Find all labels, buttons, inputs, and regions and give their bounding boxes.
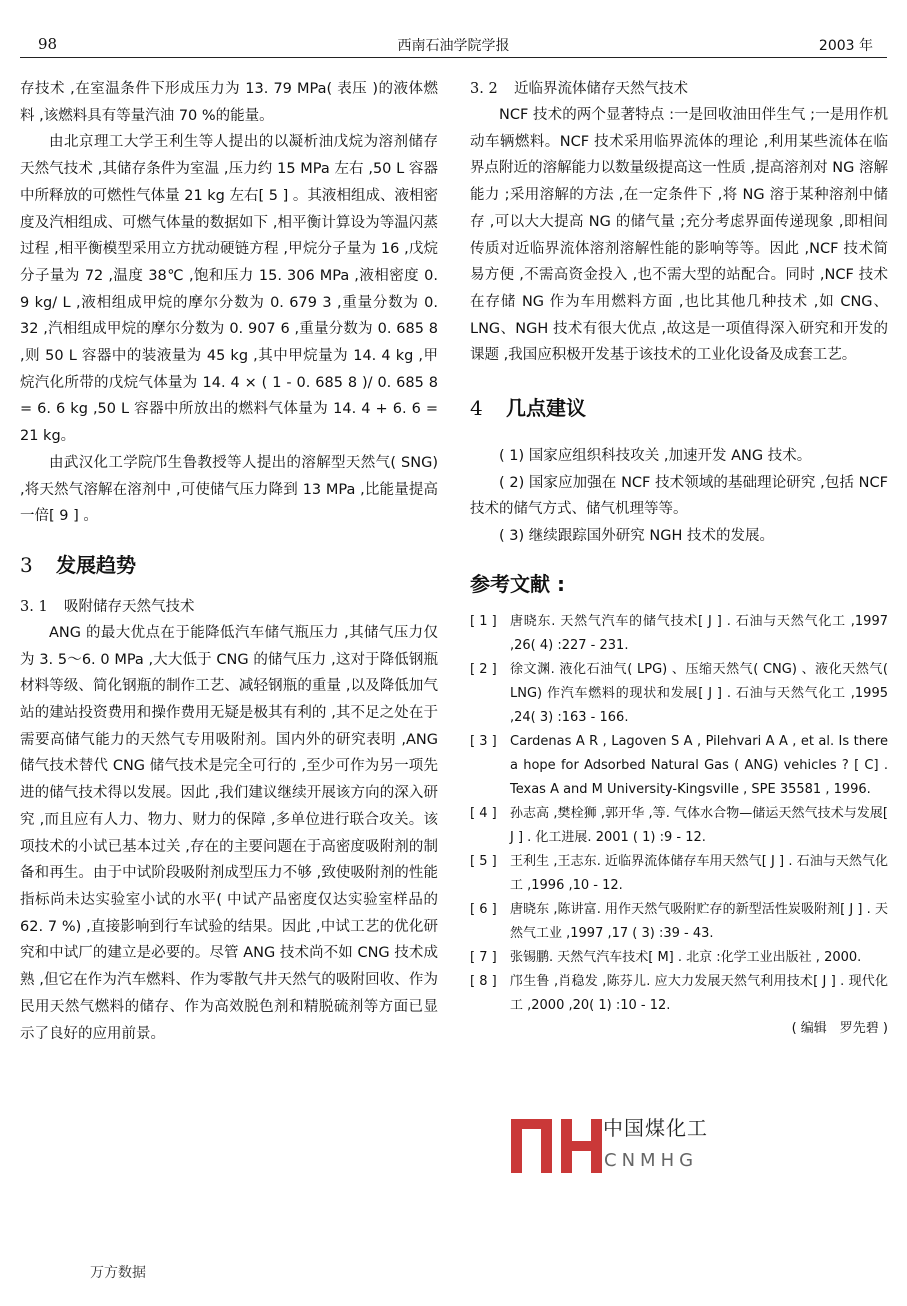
suggestion-2: ( 2) 国家应加强在 NCF 技术领域的基础理论研究 ,包括 NCF 技术的储气方式、储气机理等等。 xyxy=(470,474,888,518)
paragraph: 存技术 ,在室温条件下形成压力为 13. 79 MPa( 表压 )的液体燃料 ,该燃料具有等量汽油 70 %的能量。 xyxy=(20,81,438,124)
subsection-title: 吸附储存天然气技术 xyxy=(64,598,195,615)
reference-text: 唐晓东 ,陈讲富. 用作天然气吸附贮存的新型活性炭吸附剂[ J ] . 天然气工业 ,1997 ,17 ( 3) :39 - 43. xyxy=(510,901,888,941)
section-number: 4 xyxy=(470,396,483,421)
running-header xyxy=(20,33,887,58)
paragraph: NCF 技术的两个显著特点 :一是回收油田伴生气 ;一是用作机动车辆燃料。NCF 技术采用临界流体的理论 ,利用某些流体在临界点附近的溶解能力以数量级提高这一性质 ,提高溶剂对 NG 溶解能力 ;采用溶解的方法 ,在一定条件下 ,将 NG 溶于某种溶剂中储存 ,可以大大提高 NG 的储气量 ;充分考虑界面传递现象 ,即相间传质对近临界流体溶剂溶解性能的影响等等。因此 ,NCF 技术简易方便 ,不需高资金投入 ,也不需大型的站配合。同时 ,NCF 技术在存储 NG 作为车用燃料方面 ,也比其他几种技术 ,如 CNG、LNG、NGH 技术有很大优点 ,故这是一项值得深入研究和开发的课题 ,我国应积极开发基于该技术的工业化设备及成套工艺。 xyxy=(470,107,888,364)
reference-text: 唐晓东. 天然气汽车的储气技术[ J ] . 石油与天然气化工 ,1997 ,26( 4) :227 - 231. xyxy=(510,613,888,653)
publication-year: 2003 年 xyxy=(818,38,873,54)
subsection-number: 3. 1 xyxy=(20,598,48,615)
reference-item xyxy=(470,946,888,970)
section-heading-4 xyxy=(470,393,888,423)
section-title: 几点建议 xyxy=(506,396,586,421)
reference-item xyxy=(470,730,888,802)
reference-number: [ 3 ] xyxy=(470,733,497,749)
journal-title: 西南石油学院学报 xyxy=(397,38,510,54)
reference-number: [ 6 ] xyxy=(470,901,497,917)
reference-item xyxy=(470,898,888,946)
reference-text: 孙志高 ,樊栓狮 ,郭开华 ,等. 气体水合物—储运天然气技术与发展[ J ] . 化工进展. 2001 ( 1) :9 - 12. xyxy=(510,805,888,845)
paragraph: ANG 的最大优点在于能降低汽车储气瓶压力 ,其储气压力仅为 3. 5～6. 0 MPa ,大大低于 CNG 的储气压力 ,这对于降低钢瓶材料等级、简化钢瓶的制作工艺、减轻钢瓶的重量 ,以及降低加气站的建站投资费用和操作费用无疑是极其有利的 ,其不足之处在于需要高储气能力的天然气专用吸附剂。国内外的研究表明 ,ANG 储气技术替代 CNG 储气技术是完全可行的 ,至少可作为另一项先进的储气技术得以发展。因此 ,我们建议继续开展该方向的深入研究 ,而且应有人力、物力、财力的保障 ,多单位进行联合攻关。该项技术的小试已基本过关 ,存在的主要问题在于高密度吸附剂的制备和再生。由于中试阶段吸附剂成型压力不够 ,致使吸附剂的性能指标尚未达实验室小试的水平( 中试产品密度仅达实验室样品的 62. 7 %) ,直接影响到行车试验的结果。因此 ,中试工艺的优化研究和中试厂的建立是必要的。尽管 ANG 技术尚不如 CNG 技术成熟 ,但它在作为汽车燃料、作为零散气井天然气的吸附回收、作为民用天然气燃料的储存、作为高效脱色剂和精脱硫剂等方面已显示了良好的应用前景。 xyxy=(20,624,438,1042)
paragraph: 由北京理工大学王利生等人提出的以凝析油戊烷为溶剂储存天然气技术 ,其储存条件为室温 ,压力约 15 MPa 左右 ,50 L 容器中所释放的可燃性气体量 21 kg 左右[ 5 ] 。其液相组成、液相密度及汽相组成、可燃气体量的数据如下 ,相平衡计算设为等温闪蒸过程 ,相平衡模型采用立方扰动硬链方程 ,甲烷分子量为 16 ,戊烷分子量为 72 ,温度 38℃ ,饱和压力 15. 306 MPa ,液相密度 0. 9 kg/ L ,液相组成甲烷的摩尔分数为 0. 679 3 ,重量分数为 0. 32 ,汽相组成甲烷的摩尔分数为 0. 907 6 ,重量分数为 0. 685 8 ,则 50 L 容器中的装液量为 45 kg ,其中甲烷量为 14. 4 kg ,甲烷汽化所带的戊烷气体量为 14. 4 × ( 1 - 0. 685 8 )/ 0. 685 8 = 6. 6 kg ,50 L 容器中所放出的燃料气体量为 14. 4 + 6. 6 = 21 kg。 xyxy=(20,134,438,445)
editor-credit: ( 编辑 罗先碧 ) xyxy=(791,1020,888,1036)
reference-item xyxy=(470,658,888,730)
reference-number: [ 7 ] xyxy=(470,949,497,965)
reference-item xyxy=(470,850,888,898)
subsection-heading-3-1 xyxy=(20,594,438,620)
reference-text: 邝生鲁 ,肖稳发 ,陈芬儿. 应大力发展天然气利用技术[ J ] . 现代化工 ,2000 ,20( 1) :10 - 12. xyxy=(510,973,888,1013)
reference-item xyxy=(470,970,888,1018)
suggestion-1: ( 1) 国家应组织科技攻关 ,加速开发 ANG 技术。 xyxy=(499,448,812,465)
footer-watermark: 万方数据 xyxy=(90,1265,146,1281)
paragraph: 由武汉化工学院邝生鲁教授等人提出的溶解型天然气( SNG) ,将天然气溶解在溶剂中 ,可使储气压力降到 13 MPa ,比能量提高一倍[ 9 ] 。 xyxy=(20,454,438,525)
left-column xyxy=(20,76,438,1047)
watermark-text: 中国煤化工 xyxy=(603,1112,708,1141)
reference-number: [ 4 ] xyxy=(470,805,497,821)
reference-text: 徐文渊. 液化石油气( LPG) 、压缩天然气( CNG) 、液化天然气( LNG) 作汽车燃料的现状和发展[ J ] . 石油与天然气化工 ,1995 ,24( 3) :163 - 166. xyxy=(510,661,888,725)
section-title: 发展趋势 xyxy=(56,552,136,577)
reference-item xyxy=(470,610,888,658)
right-column xyxy=(470,76,888,1040)
references-heading: 参考文献 : xyxy=(470,571,565,596)
reference-number: [ 2 ] xyxy=(470,661,497,677)
section-number: 3 xyxy=(20,552,33,577)
reference-text: 张锡鹏. 天然气汽车技术[ M] . 北京 :化学工业出版社 , 2000. xyxy=(510,949,862,965)
subsection-heading-3-2 xyxy=(470,76,888,102)
reference-text: 王利生 ,王志东. 近临界流体储存车用天然气[ J ] . 石油与天然气化工 ,1996 ,10 - 12. xyxy=(510,853,888,893)
reference-item xyxy=(470,802,888,850)
reference-text: Cardenas A R , Lagoven S A , Pilehvari A A , et al. Is there a hope for Adsorbed Natural Gas ( ANG) vehicles ? [ C] . Texas A and M University-Kingsville , SPE 35581 , 1996. xyxy=(510,733,888,797)
reference-number: [ 5 ] xyxy=(470,853,497,869)
page-number: 98 xyxy=(38,35,58,53)
subsection-number: 3. 2 xyxy=(470,81,498,97)
section-heading-3 xyxy=(20,550,438,580)
reference-number: [ 1 ] xyxy=(470,613,497,629)
subsection-title: 近临界流体储存天然气技术 xyxy=(514,81,688,97)
reference-number: [ 8 ] xyxy=(470,973,497,989)
watermark-text-en: CNMHG xyxy=(604,1150,699,1171)
reference-list xyxy=(470,610,888,1018)
suggestion-3: ( 3) 继续跟踪国外研究 NGH 技术的发展。 xyxy=(499,528,774,545)
